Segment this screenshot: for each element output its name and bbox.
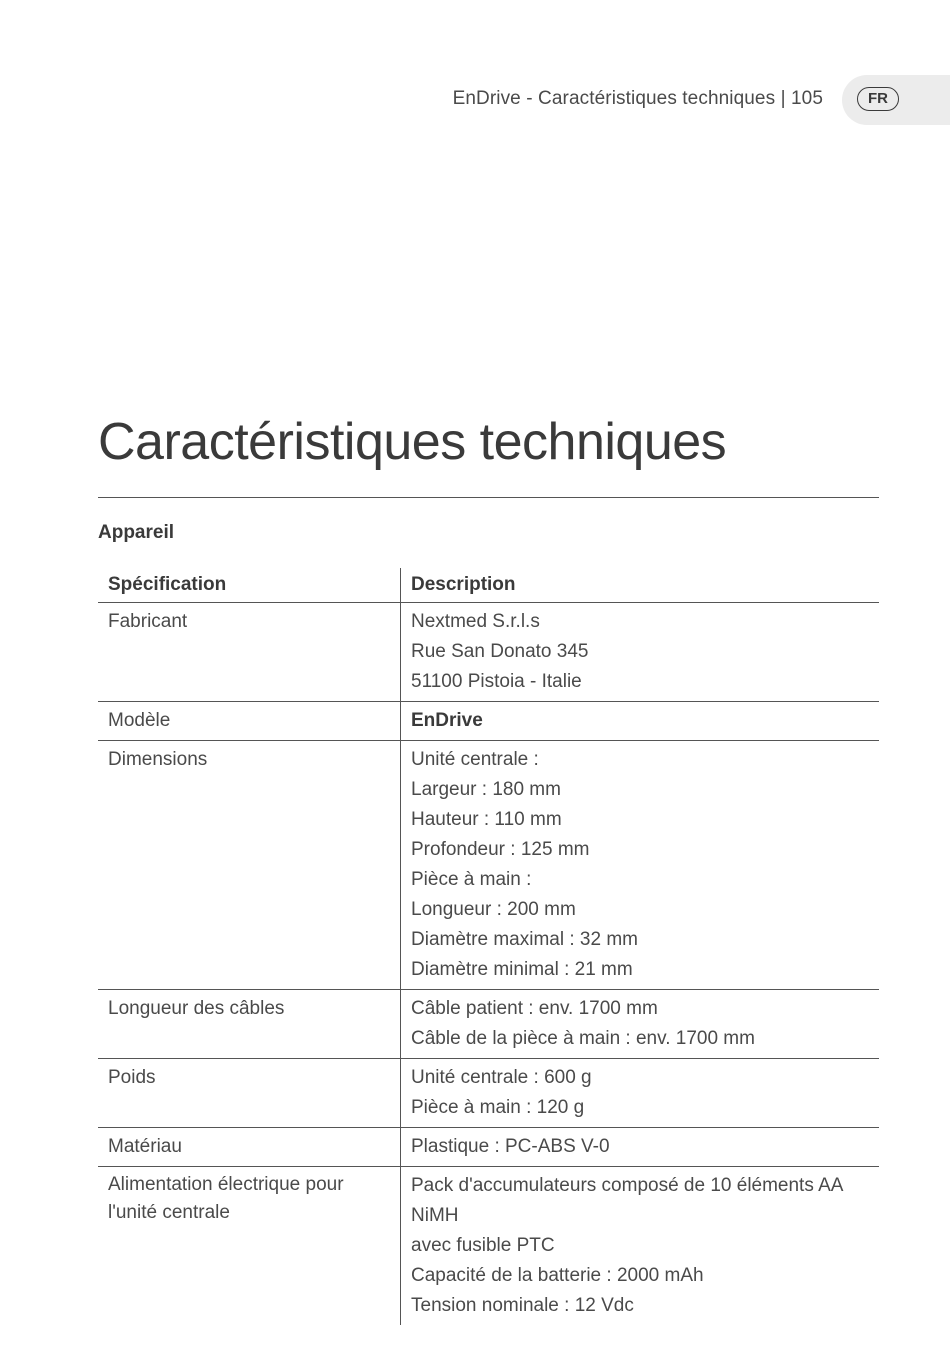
table-row [98, 603, 879, 702]
title-divider [98, 497, 879, 498]
spec-table [98, 568, 879, 1325]
desc-line: Rue San Donato 345 [411, 641, 589, 662]
desc-line: Pièce à main : 120 g [411, 1097, 585, 1118]
desc-line: Unité centrale : [411, 749, 539, 770]
desc-cell [401, 702, 880, 741]
desc-line: Plastique : PC-ABS V-0 [411, 1136, 610, 1157]
table-row [98, 1128, 879, 1167]
desc-line: Tension nominale : 12 Vdc [411, 1295, 634, 1316]
desc-line: Diamètre minimal : 21 mm [411, 959, 633, 980]
desc-cell [401, 1128, 880, 1167]
desc-line: Hauteur : 110 mm [411, 809, 562, 830]
table-row [98, 1059, 879, 1128]
table-row [98, 1167, 879, 1326]
table-row [98, 990, 879, 1059]
desc-line: Longueur : 200 mm [411, 899, 576, 920]
section-heading: Appareil [98, 522, 175, 543]
language-tab [842, 75, 950, 125]
desc-cell [401, 1167, 880, 1326]
header-specification: Spécification [98, 568, 401, 603]
page-title: Caractéristiques techniques [98, 413, 727, 471]
spec-cell: Dimensions [98, 741, 401, 990]
desc-cell [401, 741, 880, 990]
spec-cell: Poids [98, 1059, 401, 1128]
table-row [98, 741, 879, 990]
table-row [98, 702, 879, 741]
spec-cell: Modèle [98, 702, 401, 741]
desc-line: 51100 Pistoia - Italie [411, 671, 582, 692]
spec-cell: Matériau [98, 1128, 401, 1167]
desc-line: Diamètre maximal : 32 mm [411, 929, 638, 950]
desc-line: Largeur : 180 mm [411, 779, 561, 800]
running-header: EnDrive - Caractéristiques techniques | 105 [452, 88, 823, 109]
desc-line: Câble de la pièce à main : env. 1700 mm [411, 1028, 755, 1049]
desc-cell [401, 990, 880, 1059]
desc-line: Pack d'accumulateurs composé de 10 éléments AA NiMH [411, 1175, 843, 1226]
desc-cell [401, 603, 880, 702]
spec-line: l'unité centrale [108, 1202, 230, 1223]
desc-line: Pièce à main : [411, 869, 532, 890]
spec-cell: Longueur des câbles [98, 990, 401, 1059]
desc-cell [401, 1059, 880, 1128]
desc-line: Capacité de la batterie : 2000 mAh [411, 1265, 704, 1286]
desc-line: Profondeur : 125 mm [411, 839, 590, 860]
desc-line: Câble patient : env. 1700 mm [411, 998, 658, 1019]
desc-line: avec fusible PTC [411, 1235, 555, 1256]
desc-line: Unité centrale : 600 g [411, 1067, 592, 1088]
header-description: Description [411, 574, 516, 595]
spec-cell: Fabricant [98, 603, 401, 702]
table-header-row [98, 568, 879, 603]
language-badge: FR [857, 87, 899, 111]
spec-line: Alimentation électrique pour [108, 1174, 344, 1195]
desc-line: EnDrive [411, 710, 483, 731]
desc-line: Nextmed S.r.l.s [411, 611, 540, 632]
spec-cell [98, 1167, 401, 1326]
